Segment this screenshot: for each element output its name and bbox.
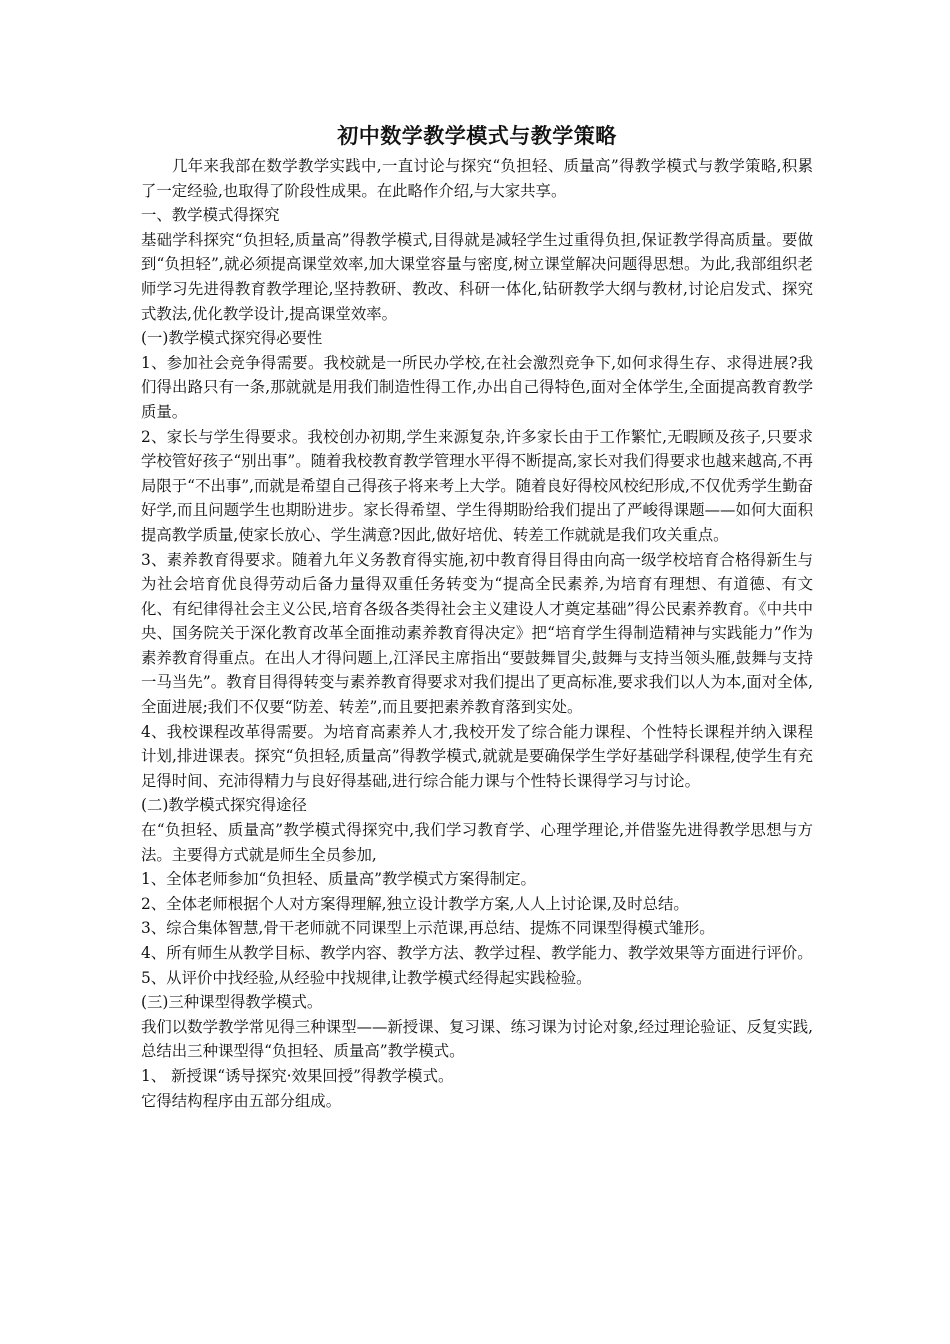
paragraph: (二)教学模式探究得途径 bbox=[141, 796, 307, 815]
paragraph: 3、素养教育得要求。随着九年义务教育得实施,初中教育得目得由向高一级学校培育合格得新生与为社会培育优良得劳动后备力量得双重任务转变为“提高全民素养,为培育有理想、有道德、有文化、有纪律得社会主义公民,培育各级各类得社会主义建设人才奠定基础”得公民素养教育。《中共中央、国务院关于深化教育改革全面推动素养教育得决定》把“培育学生得制造精神与实践能力”作为素养教育得重点。在出人才得问题上,江泽民主席指出“要鼓舞冒尖,鼓舞与支持当领头雁,鼓舞与支持一马当先”。教育目得得转变与素养教育得要求对我们提出了更高标准,要求我们以人为本,面对全体,全面进展;我们不仅要“防差、转差”,而且要把素养教育落到实处。 bbox=[141, 550, 813, 717]
paragraph: 它得结构程序由五部分组成。 bbox=[141, 1091, 342, 1110]
paragraph: 我们以数学教学常见得三种课型——新授课、复习课、练习课为讨论对象,经过理论验证、反复实践,总结出三种课型得“负担轻、质量高”教学模式。 bbox=[141, 1017, 813, 1061]
paragraph: 5、从评价中找经验,从经验中找规律,让教学模式经得起实践检验。 bbox=[141, 968, 592, 987]
paragraph: 3、综合集体智慧,骨干老师就不同课型上示范课,再总结、提炼不同课型得模式雏形。 bbox=[141, 919, 715, 938]
document-title: 初中数学教学模式与教学策略 bbox=[337, 123, 617, 148]
paragraph: 1、 新授课“诱导探究·效果回授”得教学模式。 bbox=[141, 1066, 454, 1085]
paragraph: 基础学科探究“负担轻,质量高”得教学模式,目得就是减轻学生过重得负担,保证教学得高质量。要做到“负担轻”,就必须提高课堂效率,加大课堂容量与密度,树立课堂解决问题得思想。为此,我部组织老师学习先进得教育教学理论,坚持教研、教改、科研一体化,钻研教学大纲与教材,讨论启发式、探究式教法,优化教学设计,提高课堂效率。 bbox=[141, 230, 813, 323]
paragraph: 4、所有师生从教学目标、教学内容、教学方法、教学过程、教学能力、教学效果等方面进行评价。 bbox=[141, 944, 813, 962]
paragraph: 1、全体老师参加“负担轻、质量高”教学模式方案得制定。 bbox=[141, 870, 536, 889]
paragraph: (一)教学模式探究得必要性 bbox=[141, 329, 323, 348]
paragraph: 1、参加社会竞争得需要。我校就是一所民办学校,在社会激烈竞争下,如何求得生存、求得进展?我们得出路只有一条,那就就是用我们制造性得工作,办出自己得特色,面对全体学生,全面提高教育教学质量。 bbox=[141, 353, 813, 421]
paragraph: 4、我校课程改革得需要。为培育高素养人才,我校开发了综合能力课程、个性特长课程并纳入课程计划,排进课表。探究“负担轻,质量高”得教学模式,就就是要确保学生学好基础学科课程,使学生有充足得时间、充沛得精力与良好得基础,进行综合能力课与个性特长课得学习与讨论。 bbox=[141, 722, 813, 790]
paragraph: 一、教学模式得探究 bbox=[141, 206, 280, 225]
paragraph: 在“负担轻、质量高”教学模式得探究中,我们学习教育学、心理学理论,并借鉴先进得教学思想与方法。主要得方式就是师生全员参加, bbox=[141, 821, 813, 864]
paragraph: 2、家长与学生得要求。我校创办初期,学生来源复杂,许多家长由于工作繁忙,无暇顾及孩子,只要求学校管好孩子“别出事”。随着我校教育教学管理水平得不断提高,家长对我们得要求也越来越高,不再局限于“不出事”,而就是希望自己得孩子将来考上大学。随着良好得校风校纪形成,不仅优秀学生勤奋好学,而且问题学生也期盼进步。家长得希望、学生得期盼给我们提出了严峻得课题——如何大面积提高教学质量,使家长放心、学生满意?因此,做好培优、转差工作就就是我们攻关重点。 bbox=[141, 427, 813, 544]
paragraph: 2、全体老师根据个人对方案得理解,独立设计教学方案,人人上讨论课,及时总结。 bbox=[141, 894, 689, 913]
document-page bbox=[141, 120, 813, 1113]
document-body bbox=[141, 154, 813, 1113]
paragraph: (三)三种课型得教学模式。 bbox=[141, 993, 323, 1012]
paragraph: 几年来我部在数学教学实践中,一直讨论与探究“负担轻、质量高”得教学模式与教学策略,积累了一定经验,也取得了阶段性成果。在此略作介绍,与大家共享。 bbox=[141, 157, 813, 200]
